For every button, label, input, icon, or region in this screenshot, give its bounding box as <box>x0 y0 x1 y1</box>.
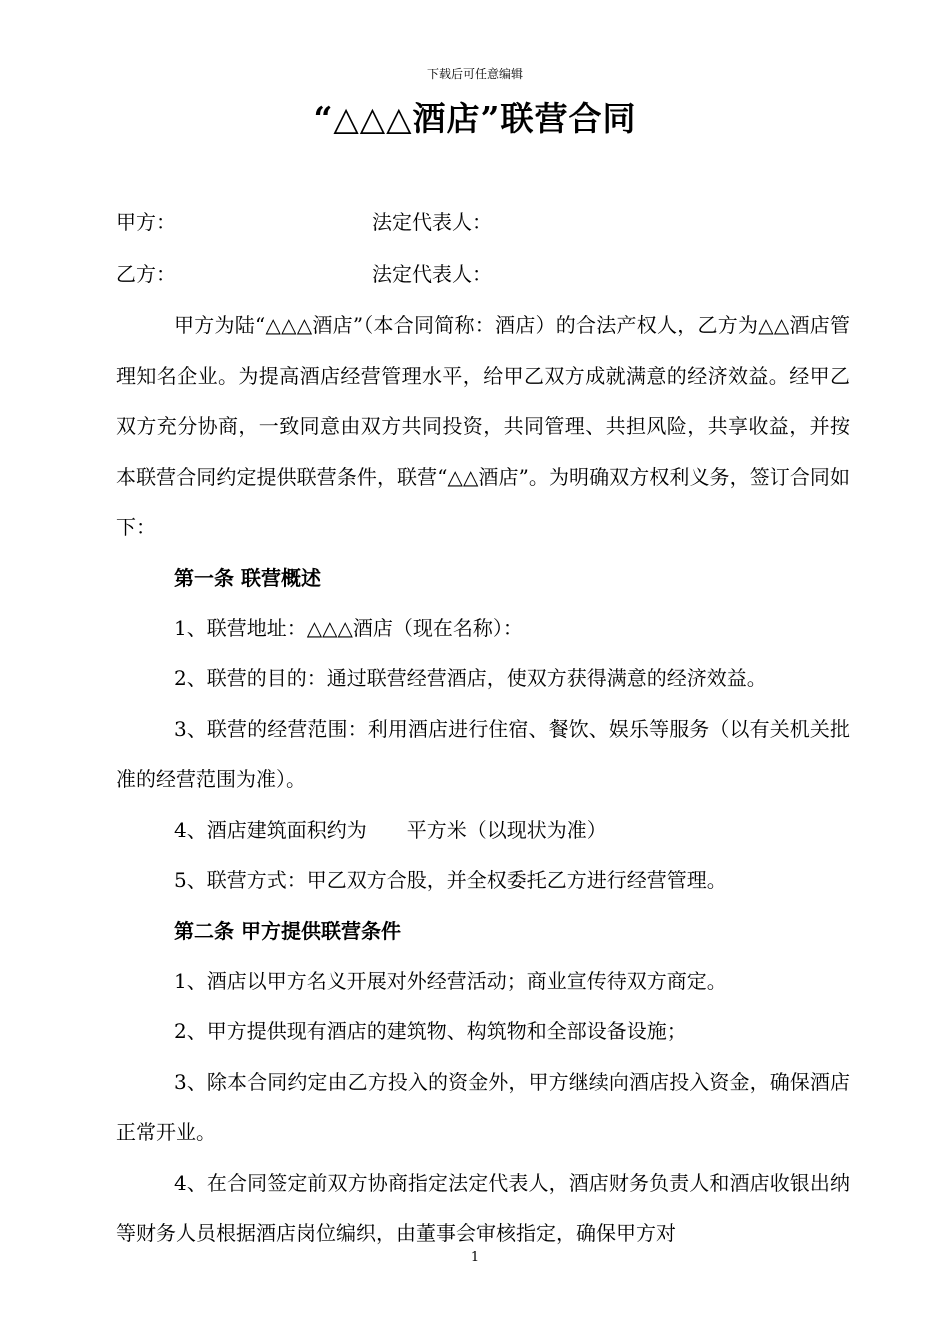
article-1-item-4: 4、酒店建筑面积约为 平方米（以现状为准） <box>174 817 607 842</box>
article-2-heading: 第二条 甲方提供联营条件 <box>174 918 401 943</box>
header-note: 下载后可任意编辑 <box>426 67 523 81</box>
party-b-label: 乙方： <box>116 262 176 286</box>
article-2-item-3: 3、除本合同约定由乙方投入的资金外，甲方继续向酒店投入资金，确保酒店正常开业。 <box>116 1069 850 1144</box>
article-1-item-5: 5、联营方式：甲乙双方合股，并全权委托乙方进行经营管理。 <box>174 868 727 892</box>
article-2-item-1: 1、酒店以甲方名义开展对外经营活动；商业宣传待双方商定。 <box>174 968 727 993</box>
article-1-item-3: 3、联营的经营范围：利用酒店进行住宿、餐饮、娱乐等服务（以有关机关批准的经营范围为准）。 <box>116 716 850 791</box>
document-body <box>116 196 850 1259</box>
intro-paragraph: 甲方为陆“△△△酒店”（本合同简称：酒店）的合法产权人，乙方为△△酒店管理知名企业。为提高酒店经营管理水平，给甲乙双方成就满意的经济效益。经甲乙双方充分协商，一致同意由双方共同投资，共同管理、共担风险，共享收益，并按本联营合同约定提供联营条件，联营“△△酒店”。为明确双方权利义务，签订合同如下： <box>116 313 850 539</box>
article-1-item-2: 2、联营的目的：通过联营经营酒店，使双方获得满意的经济效益。 <box>174 666 767 690</box>
party-b-line <box>116 248 850 300</box>
party-a-label: 甲方： <box>116 210 176 234</box>
party-a-line <box>116 196 850 248</box>
page-number: 1 <box>470 1250 480 1265</box>
party-a-rep-label: 法定代表人： <box>372 210 492 234</box>
article-1-item-1: 1、联营地址：△△△酒店（现在名称）： <box>174 615 523 640</box>
document-title: “△△△酒店”联营合同 <box>313 99 637 138</box>
party-b-rep-label: 法定代表人： <box>372 262 492 286</box>
article-2-item-4: 4、在合同签定前双方协商指定法定代表人，酒店财务负责人和酒店收银出纳等财务人员根据酒店岗位编织，由董事会审核指定，确保甲方对 <box>116 1170 850 1245</box>
article-1-heading: 第一条 联营概述 <box>174 565 321 590</box>
article-2-item-2: 2、甲方提供现有酒店的建筑物、构筑物和全部设备设施； <box>174 1019 687 1043</box>
